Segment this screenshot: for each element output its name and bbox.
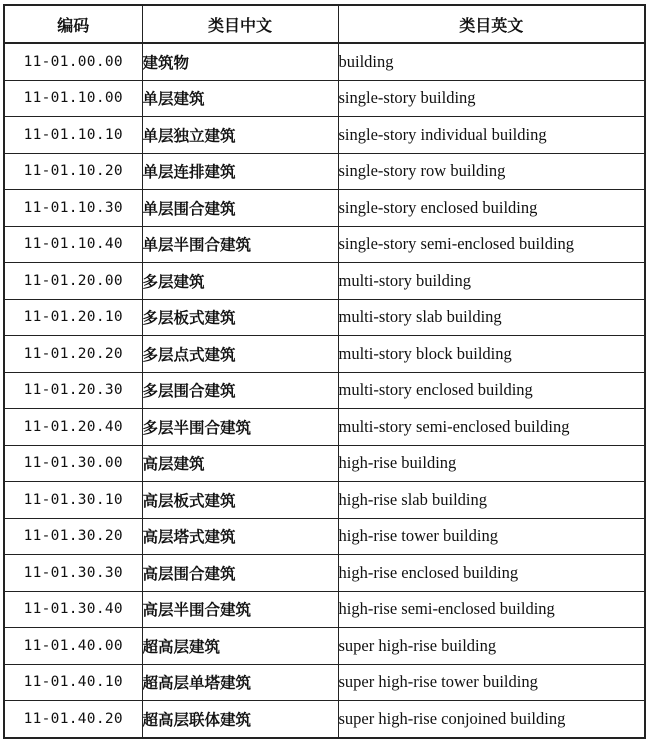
table-row	[4, 701, 645, 738]
english-name-cell: multi-story slab building	[338, 299, 645, 336]
english-name-cell: super high-rise tower building	[338, 664, 645, 701]
english-name-cell: high-rise enclosed building	[338, 555, 645, 592]
table-row	[4, 372, 645, 409]
table-row	[4, 336, 645, 373]
english-name-cell: building	[338, 43, 645, 80]
chinese-name-cell: 单层半围合建筑	[142, 226, 338, 263]
code-cell: 11-01.30.10	[4, 482, 142, 519]
code-cell: 11-01.30.00	[4, 445, 142, 482]
chinese-name-cell: 多层围合建筑	[142, 372, 338, 409]
english-name-cell: high-rise tower building	[338, 518, 645, 555]
code-cell: 11-01.10.10	[4, 117, 142, 154]
english-name-cell: single-story individual building	[338, 117, 645, 154]
code-cell: 11-01.00.00	[4, 43, 142, 80]
english-name-cell: high-rise slab building	[338, 482, 645, 519]
table-row	[4, 445, 645, 482]
chinese-name-cell: 高层半围合建筑	[142, 591, 338, 628]
code-cell: 11-01.40.10	[4, 664, 142, 701]
code-cell: 11-01.20.40	[4, 409, 142, 446]
table-body	[4, 43, 645, 738]
english-name-cell: super high-rise conjoined building	[338, 701, 645, 738]
chinese-name-cell: 单层独立建筑	[142, 117, 338, 154]
chinese-name-cell: 高层板式建筑	[142, 482, 338, 519]
table-row	[4, 664, 645, 701]
english-name-cell: multi-story building	[338, 263, 645, 300]
code-cell: 11-01.20.20	[4, 336, 142, 373]
english-name-cell: high-rise semi-enclosed building	[338, 591, 645, 628]
classification-table	[3, 4, 646, 739]
english-name-cell: single-story building	[338, 80, 645, 117]
code-cell: 11-01.10.40	[4, 226, 142, 263]
english-name-cell: multi-story enclosed building	[338, 372, 645, 409]
table-row	[4, 153, 645, 190]
table-row	[4, 555, 645, 592]
english-name-cell: single-story semi-enclosed building	[338, 226, 645, 263]
table-row	[4, 482, 645, 519]
header-name-zh: 类目中文	[142, 5, 338, 43]
chinese-name-cell: 超高层建筑	[142, 628, 338, 665]
table-row	[4, 226, 645, 263]
code-cell: 11-01.30.40	[4, 591, 142, 628]
chinese-name-cell: 超高层联体建筑	[142, 701, 338, 738]
table-row	[4, 190, 645, 227]
header-name-en: 类目英文	[338, 5, 645, 43]
table-row	[4, 43, 645, 80]
chinese-name-cell: 单层建筑	[142, 80, 338, 117]
code-cell: 11-01.30.30	[4, 555, 142, 592]
chinese-name-cell: 单层连排建筑	[142, 153, 338, 190]
code-cell: 11-01.30.20	[4, 518, 142, 555]
chinese-name-cell: 建筑物	[142, 43, 338, 80]
code-cell: 11-01.10.00	[4, 80, 142, 117]
english-name-cell: multi-story semi-enclosed building	[338, 409, 645, 446]
header-code: 编码	[4, 5, 142, 43]
table-row	[4, 299, 645, 336]
english-name-cell: single-story row building	[338, 153, 645, 190]
table-row	[4, 80, 645, 117]
table-row	[4, 591, 645, 628]
english-name-cell: high-rise building	[338, 445, 645, 482]
chinese-name-cell: 多层建筑	[142, 263, 338, 300]
code-cell: 11-01.20.30	[4, 372, 142, 409]
table-row	[4, 117, 645, 154]
code-cell: 11-01.40.00	[4, 628, 142, 665]
code-cell: 11-01.40.20	[4, 701, 142, 738]
code-cell: 11-01.10.30	[4, 190, 142, 227]
chinese-name-cell: 高层塔式建筑	[142, 518, 338, 555]
chinese-name-cell: 多层点式建筑	[142, 336, 338, 373]
code-cell: 11-01.20.00	[4, 263, 142, 300]
table-header-row	[4, 5, 645, 43]
chinese-name-cell: 多层半围合建筑	[142, 409, 338, 446]
english-name-cell: single-story enclosed building	[338, 190, 645, 227]
code-cell: 11-01.10.20	[4, 153, 142, 190]
english-name-cell: multi-story block building	[338, 336, 645, 373]
table-row	[4, 518, 645, 555]
chinese-name-cell: 高层建筑	[142, 445, 338, 482]
table-row	[4, 263, 645, 300]
chinese-name-cell: 多层板式建筑	[142, 299, 338, 336]
code-cell: 11-01.20.10	[4, 299, 142, 336]
table-row	[4, 628, 645, 665]
chinese-name-cell: 单层围合建筑	[142, 190, 338, 227]
chinese-name-cell: 高层围合建筑	[142, 555, 338, 592]
chinese-name-cell: 超高层单塔建筑	[142, 664, 338, 701]
english-name-cell: super high-rise building	[338, 628, 645, 665]
table-row	[4, 409, 645, 446]
